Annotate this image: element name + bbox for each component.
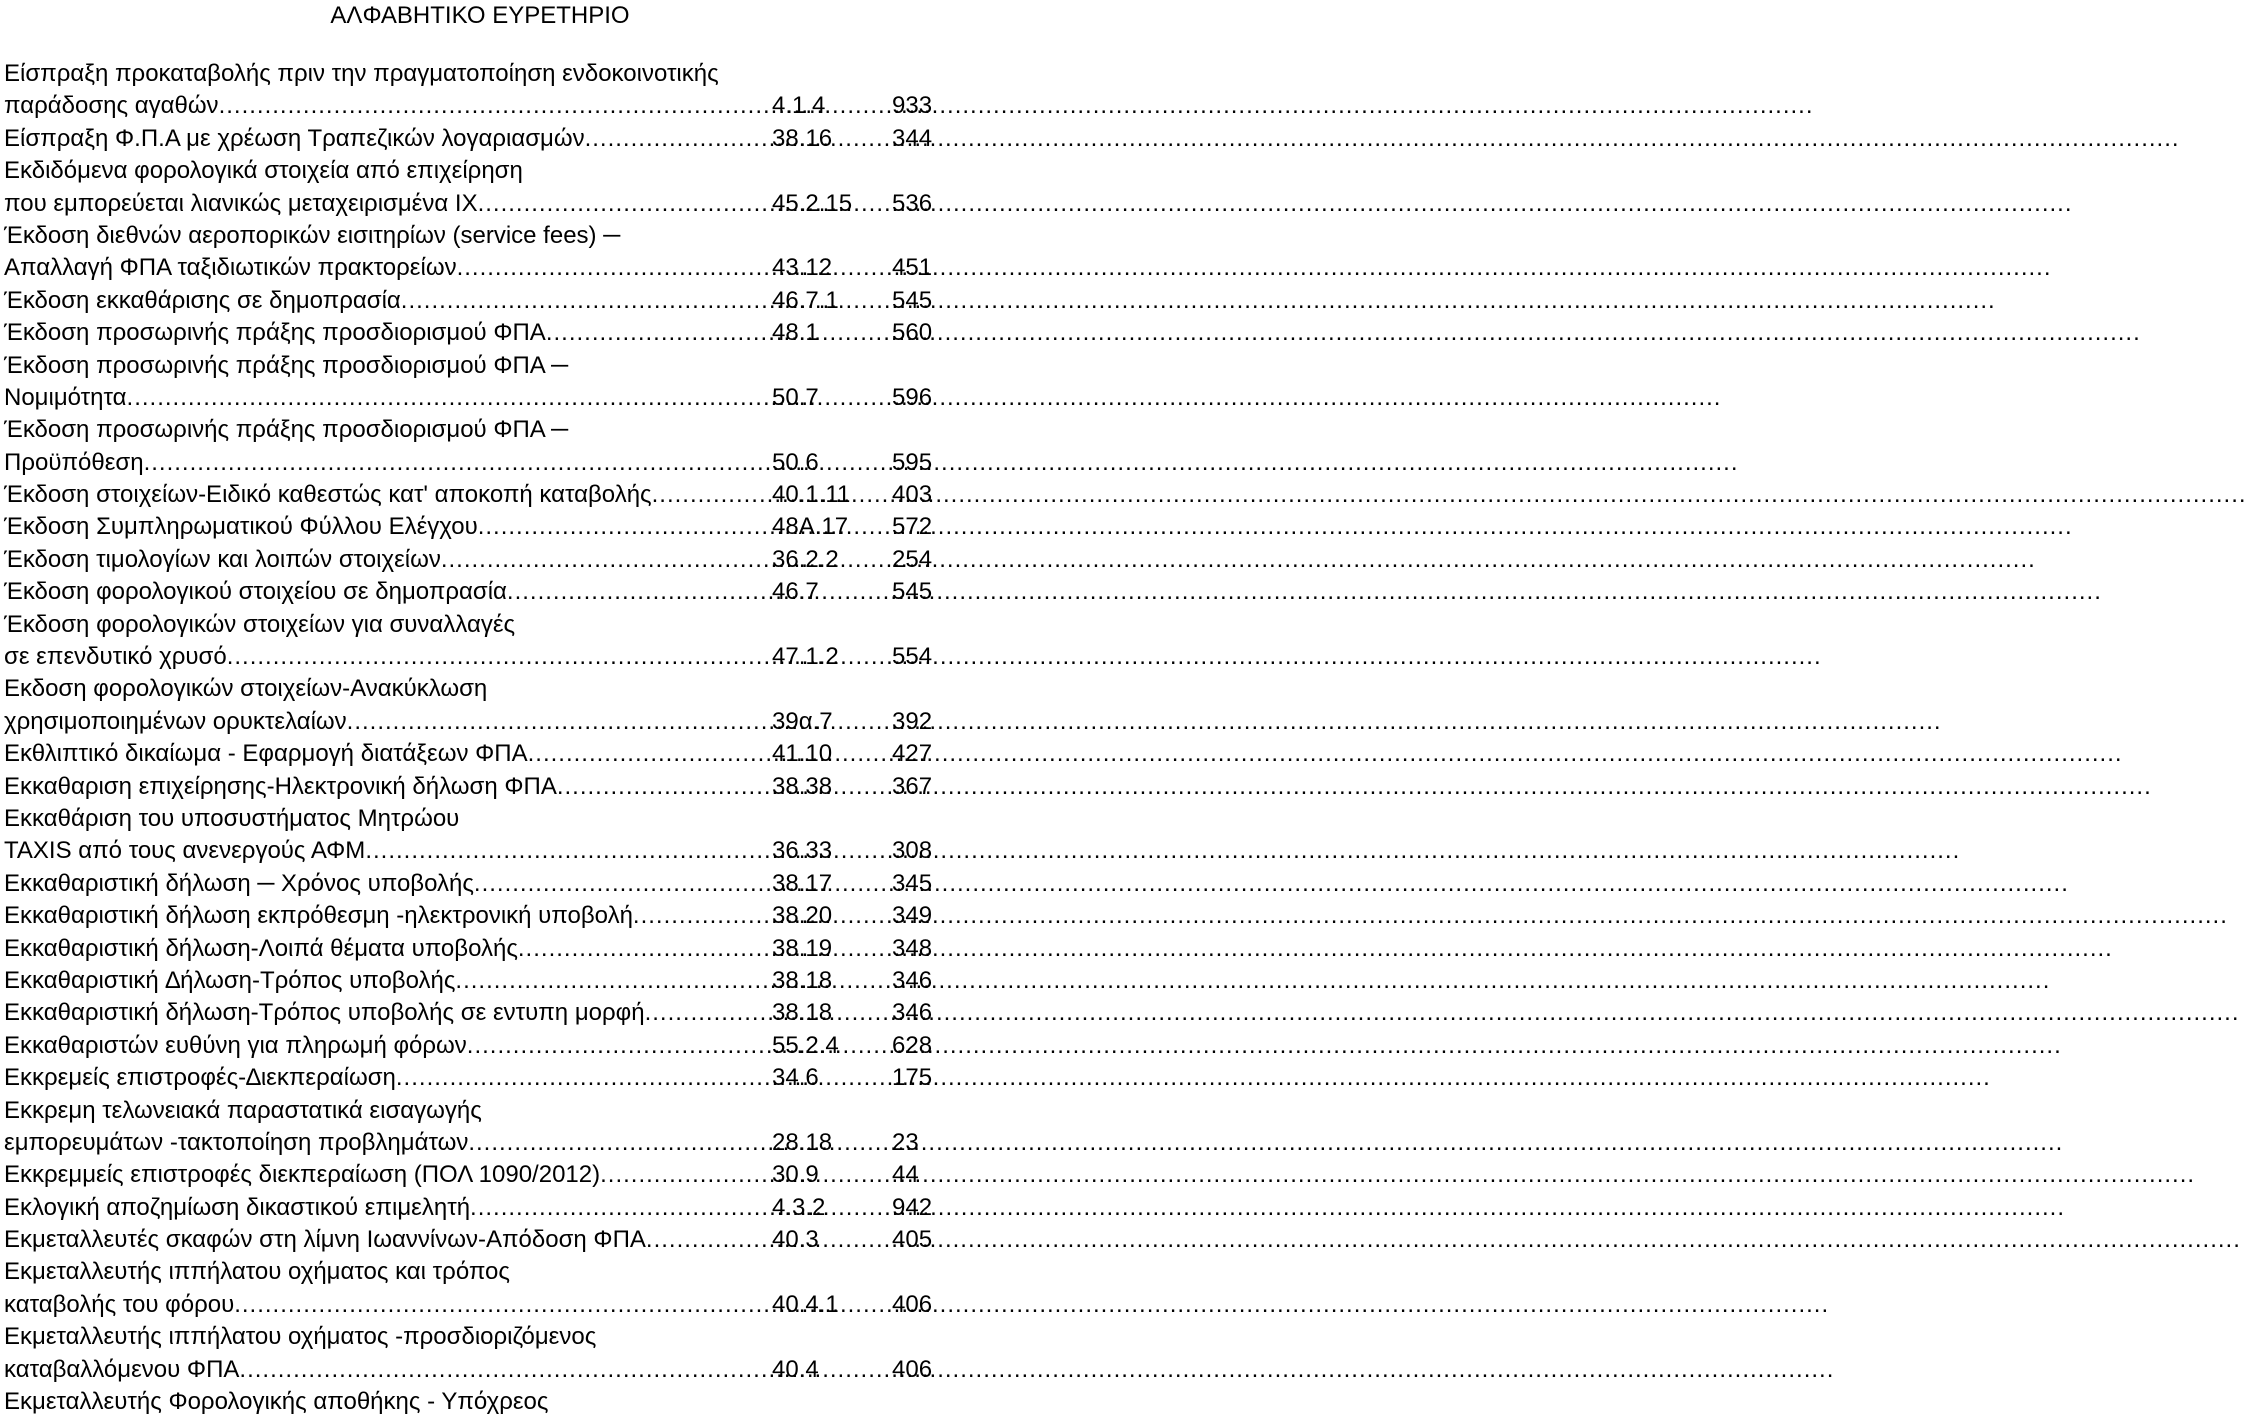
entry-line	[0, 285, 960, 317]
index-entry	[0, 544, 960, 576]
index-entry	[0, 1224, 960, 1256]
entry-text: Εκκαθαριστική δήλωση εκπρόθεσμη -ηλεκτρονική υποβολή	[4, 902, 633, 930]
entry-line	[0, 1386, 960, 1418]
entry-reference: 28.18	[772, 1128, 833, 1156]
entry-text: Εκκαθαριση επιχείρησης-Ηλεκτρονική δήλωση ΦΠΑ	[4, 772, 557, 800]
dot-leader	[600, 1159, 772, 1191]
dot-leader	[144, 447, 772, 479]
entry-line	[0, 576, 960, 608]
dot-leader	[227, 641, 772, 673]
entry-reference: 38.20	[772, 902, 833, 930]
entry-text: Έκδοση φορολογικών στοιχείων για συναλλαγές	[4, 610, 516, 638]
entry-line	[0, 933, 960, 965]
entry-text: Νομιμότητα	[4, 383, 127, 411]
entry-text: χρησιμοποιημένων ορυκτελαίων	[4, 707, 347, 735]
entry-line	[0, 1127, 960, 1159]
entry-page-number: 254	[892, 545, 933, 573]
entry-reference: 40.4	[772, 1355, 819, 1383]
entry-reference: 38.38	[772, 772, 833, 800]
index-entry	[0, 900, 960, 932]
dot-leader	[474, 868, 772, 900]
entry-text: Εκκαθαριστών ευθύνη για πληρωμή φόρων	[4, 1031, 467, 1059]
entry-reference: 50.7	[772, 383, 819, 411]
dot-leader	[441, 544, 772, 576]
entry-reference: 39α.7	[772, 707, 833, 735]
entry-reference: 48Α.17	[772, 513, 849, 541]
entry-text: Έκδοση φορολογικού στοιχείου σε δημοπρασία	[4, 578, 507, 606]
entry-reference: 46.7	[772, 578, 819, 606]
entry-text: καταβολής του φόρου	[4, 1290, 235, 1318]
entry-line	[0, 738, 960, 770]
index-entry	[0, 576, 960, 608]
dot-leader	[401, 285, 772, 317]
entry-page-number: 427	[892, 740, 933, 768]
entry-text: Εκμεταλλευτής Φορολογικής αποθήκης - Υπόχρεος	[4, 1388, 549, 1416]
entry-line	[0, 252, 960, 284]
index-entry	[0, 1192, 960, 1224]
entry-text: σε επενδυτικό χρυσό	[4, 643, 227, 671]
entry-page-number: 308	[892, 837, 933, 865]
index-entry	[0, 350, 960, 415]
entry-text: Προϋπόθεση	[4, 448, 144, 476]
entry-text: Εκμεταλλευτής ιππήλατου οχήματος και τρόπος	[4, 1258, 510, 1286]
entry-line	[0, 868, 960, 900]
entry-reference: 36.2.2	[772, 545, 839, 573]
entry-page-number: 596	[892, 383, 933, 411]
entry-page-number: 572	[892, 513, 933, 541]
entry-page-number: 23	[892, 1128, 919, 1156]
entry-reference: 46.7.1	[772, 286, 839, 314]
entry-line	[0, 511, 960, 543]
entry-text: Εκκρεμη τελωνειακά παραστατικά εισαγωγής	[4, 1096, 482, 1124]
entry-reference: 40.3	[772, 1226, 819, 1254]
entry-reference: 47.1.2	[772, 643, 839, 671]
entry-line	[0, 1224, 960, 1256]
entry-line	[0, 1159, 960, 1191]
index-entry	[0, 317, 960, 349]
dot-leader	[127, 382, 772, 414]
entry-line	[0, 544, 960, 576]
entry-reference: 4.1.4	[772, 92, 826, 120]
entry-text: που εμπορεύεται λιανικώς μεταχειρισμένα ΙΧ	[4, 189, 478, 217]
entry-page-number: 344	[892, 124, 933, 152]
dot-leader	[239, 1354, 772, 1386]
entry-reference: 34.6	[772, 1064, 819, 1092]
index-entry	[0, 511, 960, 543]
entry-text: Εκκρεμμείς επιστροφές διεκπεραίωση (ΠΟΛ 1090/2012)	[4, 1161, 601, 1189]
entry-reference: 4.3.2	[772, 1193, 826, 1221]
entry-line	[0, 123, 960, 155]
entry-text: Έκδοση προσωρινής πράξης προσδιορισμού ΦΠΑ ─	[4, 351, 569, 379]
index-entry	[0, 771, 960, 803]
dot-leader	[347, 706, 772, 738]
entry-text: Εκμεταλλευτές σκαφών στη λίμνη Ιωαννίνων-Απόδοση ΦΠΑ	[4, 1226, 646, 1254]
entry-page-number: 367	[892, 772, 933, 800]
entry-page-number: 406	[892, 1355, 933, 1383]
dot-leader	[219, 90, 772, 122]
entry-text: Έκδοση προσωρινής πράξης προσδιορισμού ΦΠΑ ─	[4, 416, 569, 444]
entry-reference: 30.9	[772, 1161, 819, 1189]
entry-page-number: 346	[892, 966, 933, 994]
index-entry	[0, 414, 960, 479]
entry-page-number: 595	[892, 448, 933, 476]
entry-page-number: 942	[892, 1193, 933, 1221]
entry-page-number: 346	[892, 999, 933, 1027]
index-entry	[0, 1095, 960, 1160]
dot-leader	[585, 123, 772, 155]
dot-leader	[528, 738, 772, 770]
entry-page-number: 349	[892, 902, 933, 930]
index-entry	[0, 997, 960, 1029]
entry-text: Εκκρεμείς επιστροφές-∆ιεκπεραίωση	[4, 1064, 396, 1092]
entry-reference: 48.1	[772, 319, 819, 347]
entry-page-number: 560	[892, 319, 933, 347]
dot-leader	[467, 1030, 772, 1062]
entry-line	[0, 382, 960, 414]
entry-line	[0, 997, 960, 1029]
entry-text: Έκδοση τιμολογίων και λοιπών στοιχείων	[4, 545, 441, 573]
index-entry	[0, 1256, 960, 1321]
index-entry	[0, 285, 960, 317]
entry-page-number: 554	[892, 643, 933, 671]
index-entry	[0, 609, 960, 674]
entry-line	[0, 1354, 960, 1386]
entry-reference: 38.18	[772, 966, 833, 994]
index-entry	[0, 220, 960, 285]
entry-text: Εκκαθαριστική δήλωση ─ Χρόνος υποβολής	[4, 869, 474, 897]
dot-leader	[470, 1192, 772, 1224]
entry-line	[0, 317, 960, 349]
index-entry	[0, 868, 960, 900]
entry-page-number: 175	[892, 1064, 933, 1092]
dot-leader	[507, 576, 772, 608]
dot-leader	[455, 965, 772, 997]
index-page	[0, 0, 960, 1418]
entry-line	[0, 835, 960, 867]
entry-text: Εκκαθαριστική δήλωση-Τρόπος υποβολής σε εντυπη μορφή	[4, 999, 645, 1027]
entry-text: Έκδοση διεθνών αεροπορικών εισιτηρίων (service fees) ─	[4, 221, 621, 249]
entry-text: καταβαλλόμενου ΦΠΑ	[4, 1355, 240, 1383]
index-entry	[0, 803, 960, 868]
entry-text: Έκδοση στοιχείων-Ειδικό καθεστώς κατ' αποκοπή καταβολής	[4, 481, 652, 509]
entry-page-number: 545	[892, 286, 933, 314]
entry-line	[0, 1289, 960, 1321]
entry-text: TAXIS από τους ανενεργούς ΑΦΜ	[4, 837, 366, 865]
index-entry	[0, 673, 960, 738]
entry-line	[0, 900, 960, 932]
entry-line	[0, 90, 960, 122]
dot-leader	[478, 188, 772, 220]
entry-page-number: 536	[892, 189, 933, 217]
entry-reference: 36.33	[772, 837, 833, 865]
entry-reference: 38.17	[772, 869, 833, 897]
entry-text: Εκλογική αποζημίωση δικαστικού επιμελητή	[4, 1193, 471, 1221]
entry-text: Εκθλιπτικό δικαίωμα - Εφαρμογή διατάξεων ΦΠΑ	[4, 740, 528, 768]
index-entry	[0, 1062, 960, 1094]
entry-line	[0, 447, 960, 479]
entry-text: Εκκαθαριστική δήλωση-Λοιπά θέματα υποβολής	[4, 934, 518, 962]
dot-leader	[652, 479, 772, 511]
entry-text: Είσπραξη Φ.Π.Α με χρέωση Τραπεζικών λογαριασμών	[4, 124, 585, 152]
entry-reference: 40.4.1	[772, 1290, 839, 1318]
dot-leader	[646, 1224, 772, 1256]
dot-leader	[645, 997, 772, 1029]
entry-text: Εκδιδόμενα φορολογικά στοιχεία από επιχείρηση	[4, 157, 523, 185]
entry-reference: 40.1.11	[772, 481, 851, 509]
entry-text: Απαλλαγή ΦΠΑ ταξιδιωτικών πρακτορείων	[4, 254, 457, 282]
entry-line	[0, 771, 960, 803]
entry-text: Εκδοση φορολογικών στοιχείων-Ανακύκλωση	[4, 675, 488, 703]
entry-page-number: 545	[892, 578, 933, 606]
entry-line	[0, 965, 960, 997]
entry-page-number: 405	[892, 1226, 933, 1254]
dot-leader	[478, 511, 772, 543]
index-entry	[0, 738, 960, 770]
index-entry	[0, 479, 960, 511]
dot-leader	[557, 771, 772, 803]
entry-line	[0, 1192, 960, 1224]
entry-text: Έκδοση εκκαθάρισης σε δημοπρασία	[4, 286, 401, 314]
index-entry	[0, 58, 960, 123]
entry-reference: 50.6	[772, 448, 819, 476]
entry-text: Έκδοση προσωρινής πράξης προσδιορισμού ΦΠΑ	[4, 319, 546, 347]
dot-leader	[365, 835, 772, 867]
index-entry	[0, 1159, 960, 1191]
dot-leader	[633, 900, 772, 932]
dot-leader	[234, 1289, 772, 1321]
dot-leader	[546, 317, 772, 349]
index-entry	[0, 1321, 960, 1386]
entry-reference: 43.12	[772, 254, 833, 282]
dot-leader	[457, 252, 772, 284]
entry-text: παράδοσης αγαθών	[4, 92, 219, 120]
dot-leader	[396, 1062, 772, 1094]
dot-leader	[518, 933, 772, 965]
entry-text: Εκκαθάριση του υποσυστήματος Μητρώου	[4, 804, 460, 832]
entry-line	[0, 706, 960, 738]
entry-text: Είσπραξη προκαταβολής πριν την πραγματοποίηση ενδοκοινοτικής	[4, 60, 719, 87]
entry-page-number: 406	[892, 1290, 933, 1318]
entry-page-number: 44	[892, 1161, 919, 1189]
entry-page-number: 628	[892, 1031, 933, 1059]
entry-reference: 38.16	[772, 124, 833, 152]
entry-page-number: 933	[892, 92, 933, 120]
entry-line	[0, 1030, 960, 1062]
index-entry	[0, 1030, 960, 1062]
entry-reference: 38.19	[772, 934, 833, 962]
entry-page-number: 348	[892, 934, 933, 962]
entry-text: Εκκαθαριστική ∆ήλωση-Τρόπος υποβολής	[4, 966, 456, 994]
index-entry	[0, 123, 960, 155]
entry-page-number: 392	[892, 707, 933, 735]
entry-line	[0, 1062, 960, 1094]
entry-reference: 45.2.15	[772, 189, 853, 217]
index-entry	[0, 155, 960, 220]
index-entry	[0, 933, 960, 965]
entry-text: Έκδοση Συμπληρωματικού Φύλλου Ελέγχου	[4, 513, 478, 541]
entry-line	[0, 479, 960, 511]
entry-reference: 38.18	[772, 999, 833, 1027]
index-list	[0, 58, 960, 1418]
entry-text: Εκμεταλλευτής ιππήλατου οχήματος -προσδιοριζόμενος	[4, 1323, 597, 1351]
page-title: ΑΛΦΑΒΗΤΙΚΟ ΕΥΡΕΤΗΡΙΟ	[330, 2, 630, 29]
entry-line	[0, 641, 960, 673]
entry-line	[0, 188, 960, 220]
index-entry	[0, 1386, 960, 1418]
entry-page-number: 403	[892, 481, 933, 509]
entry-reference: 41.10	[772, 740, 833, 768]
entry-page-number: 345	[892, 869, 933, 897]
entry-text: εμπορευμάτων -τακτοποίηση προβλημάτων	[4, 1128, 469, 1156]
entry-reference: 55.2.4	[772, 1031, 839, 1059]
entry-page-number: 451	[892, 254, 933, 282]
dot-leader	[468, 1127, 772, 1159]
index-entry	[0, 965, 960, 997]
